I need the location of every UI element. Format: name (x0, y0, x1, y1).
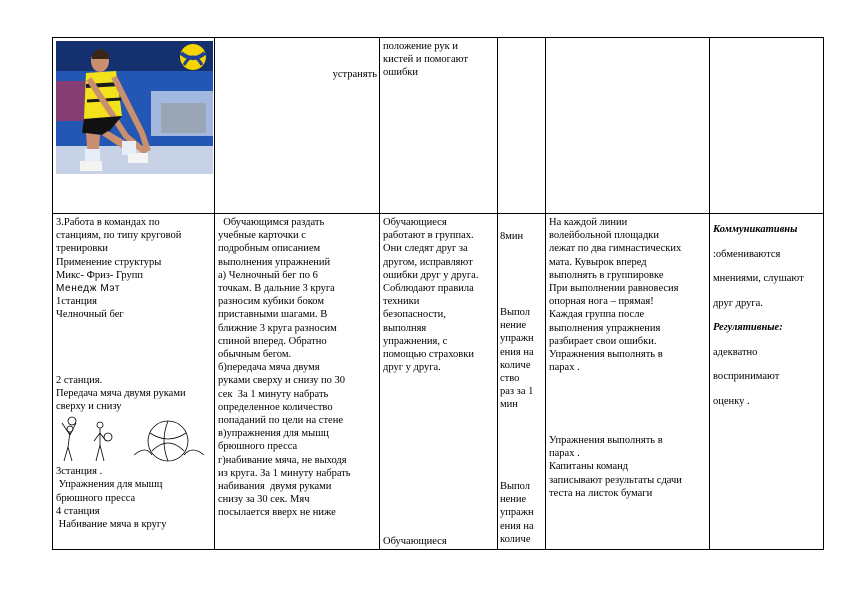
text-line: упражнения, с (383, 335, 448, 347)
text-line: станциям, по типу круговой (56, 230, 182, 242)
text-line: Они следят друг за (383, 243, 468, 255)
text-line: подробным описанием (218, 243, 321, 255)
volleyball-player-icon (56, 41, 213, 174)
text-line: Каждая группа после (549, 309, 645, 321)
time-top (500, 230, 544, 243)
text-line: нение (500, 494, 527, 506)
text-line: Упражнения выполнять в (549, 349, 663, 361)
text-line: сверху и снизу (56, 401, 122, 413)
text-line: брюшного пресса (218, 441, 298, 453)
text-line: 3станция . (56, 466, 103, 478)
text-line: 1станция (56, 296, 97, 308)
text-line: друг у друга. (383, 362, 441, 374)
text-line: лежат по два гимнастических (549, 243, 682, 255)
row1-col3-text (383, 40, 495, 80)
text-line: Соблюдают правила (383, 283, 474, 295)
text-line: снизу за 30 сек. Мяч (218, 494, 310, 506)
time-block-1 (500, 306, 544, 412)
text-line: друг друга. (713, 297, 763, 309)
text-line: количе (500, 533, 531, 545)
text-line: мнениями, слушают (713, 273, 804, 284)
text-line: техники (383, 296, 420, 308)
text-line: брюшного пресса (56, 492, 136, 504)
text-line: а) Челночный бег по 6 (218, 269, 318, 281)
competency-heading: Регулятивные: (713, 322, 783, 333)
text-line: ения на (500, 346, 534, 358)
column-divider (545, 38, 546, 549)
text-line: набивания двумя руками (218, 481, 332, 493)
text-line: Выпол (500, 481, 531, 492)
competency-heading: Коммуникативны (713, 224, 798, 235)
text-line: приставными шагами. В (218, 309, 328, 321)
text-line: Капитаны команд (549, 461, 629, 473)
text-line: выполнять в группировке (549, 269, 664, 281)
text-line: ближние 3 круга разносим (218, 322, 337, 334)
text-line: сек За 1 минуту набрать (218, 388, 329, 400)
text-line: выполнения упражнений (218, 256, 331, 268)
text-line: упражн (500, 507, 534, 519)
student-activity-bottom (383, 535, 495, 548)
text-line: ошибки (383, 67, 419, 79)
text-line: Обучающиеся (383, 217, 447, 228)
text-line: 2 станция. (56, 374, 103, 386)
row1-col2-text (216, 68, 377, 81)
text-line: Обучающимся раздать (218, 217, 325, 228)
text-line: мата. Кувырок вперед (549, 256, 647, 268)
text-line: точкам. В дальние 3 круга (218, 283, 335, 295)
text-line: Упражнения для мышц (56, 479, 163, 491)
text-line: раз за 1 (500, 386, 534, 398)
text-line: устранять (332, 69, 377, 80)
column-divider (379, 38, 380, 549)
text-line: Передача мяча двумя руками (56, 387, 186, 399)
text-line: другом, исправляют (383, 256, 473, 268)
text-line: разбирает свои ошибки. (549, 335, 657, 347)
text-line: нение (500, 320, 527, 332)
text-line: парах . (549, 362, 580, 374)
text-line: в)упражнения для мышц (218, 428, 329, 440)
text-line: ения на (500, 520, 534, 532)
instructions-column (218, 216, 377, 549)
text-line: :обмениваются (713, 248, 781, 260)
time-block-2 (500, 480, 544, 546)
text-line: Микс- Фриз- Групп (56, 269, 144, 281)
text-line: При выполнении равновесия (549, 283, 679, 295)
volleyball-player-photo (56, 41, 213, 174)
text-line: из круга. За 1 минуту набрать (218, 467, 351, 479)
column-divider (214, 38, 215, 549)
text-line: посылается вверх не ниже (218, 507, 336, 519)
text-line: б)передача мяча двумя (218, 362, 320, 374)
competencies-column (713, 218, 823, 414)
text-line: определенное количество (218, 401, 333, 413)
text-line: 8мин (500, 231, 524, 242)
passing-figures-icon (56, 415, 212, 465)
text-line: безопасности, (383, 309, 446, 321)
text-line: количе (500, 359, 531, 371)
volleyball-passing-illustration (56, 415, 212, 465)
text-line: обычным бегом. (218, 349, 292, 361)
text-line: тренировки (56, 243, 109, 255)
text-line: работают в группах. (383, 230, 474, 242)
text-line: Челночный бег (56, 309, 124, 321)
text-line: воспринимают (713, 371, 780, 382)
text-line: попаданий по цели на стене (218, 415, 343, 427)
text-line: теста на листок бумаги (549, 487, 653, 499)
text-line: г)набивание мяча, не выходя (218, 454, 347, 466)
text-line: ство (500, 373, 520, 385)
text-line: кистей и помогают (383, 54, 468, 66)
text-line: спиной вперед. Обратно (218, 335, 327, 347)
text-line: Применение структуры (56, 256, 162, 268)
text-line: На каждой линии (549, 217, 628, 228)
text-line: адекватно (713, 346, 758, 358)
text-line: Упражнения выполнять в (549, 435, 663, 446)
text-line: Набивание мяча в кругу (56, 519, 167, 531)
column-divider (497, 38, 498, 549)
text-line: мин (500, 399, 518, 411)
text-line: учебные карточки с (218, 230, 306, 242)
text-line: записывают результаты сдачи (549, 474, 682, 486)
lesson-table (52, 37, 824, 550)
text-line: Выпол (500, 307, 531, 318)
text-line: 4 станция (56, 505, 100, 517)
text-line: Обучающиеся (383, 536, 447, 547)
stations-column (56, 216, 212, 549)
text-line: разносим кубики боком (218, 296, 324, 308)
text-line: 3.Работа в командах по (56, 217, 160, 228)
text-line: оценку . (713, 395, 750, 407)
text-line: ошибки друг у друга. (383, 269, 479, 281)
text-line: руками сверху и снизу по 30 (218, 375, 345, 387)
text-line: Менедж Мэт (56, 283, 121, 295)
text-line: парах . (549, 448, 580, 460)
student-activity-column (383, 216, 495, 549)
text-line: помощью страховки (383, 349, 474, 361)
text-line: опорная нога – прямая! (549, 296, 654, 308)
text-line: выполнения упражнения (549, 322, 661, 334)
text-line: волейбольной площадки (549, 230, 660, 242)
methodical-notes-block-2 (549, 434, 707, 500)
text-line: упражн (500, 333, 534, 345)
text-line: положение рук и (383, 41, 458, 52)
column-divider (709, 38, 710, 549)
methodical-notes-block-1 (549, 216, 707, 374)
text-line: выполняя (383, 322, 427, 334)
row-divider (53, 213, 823, 214)
